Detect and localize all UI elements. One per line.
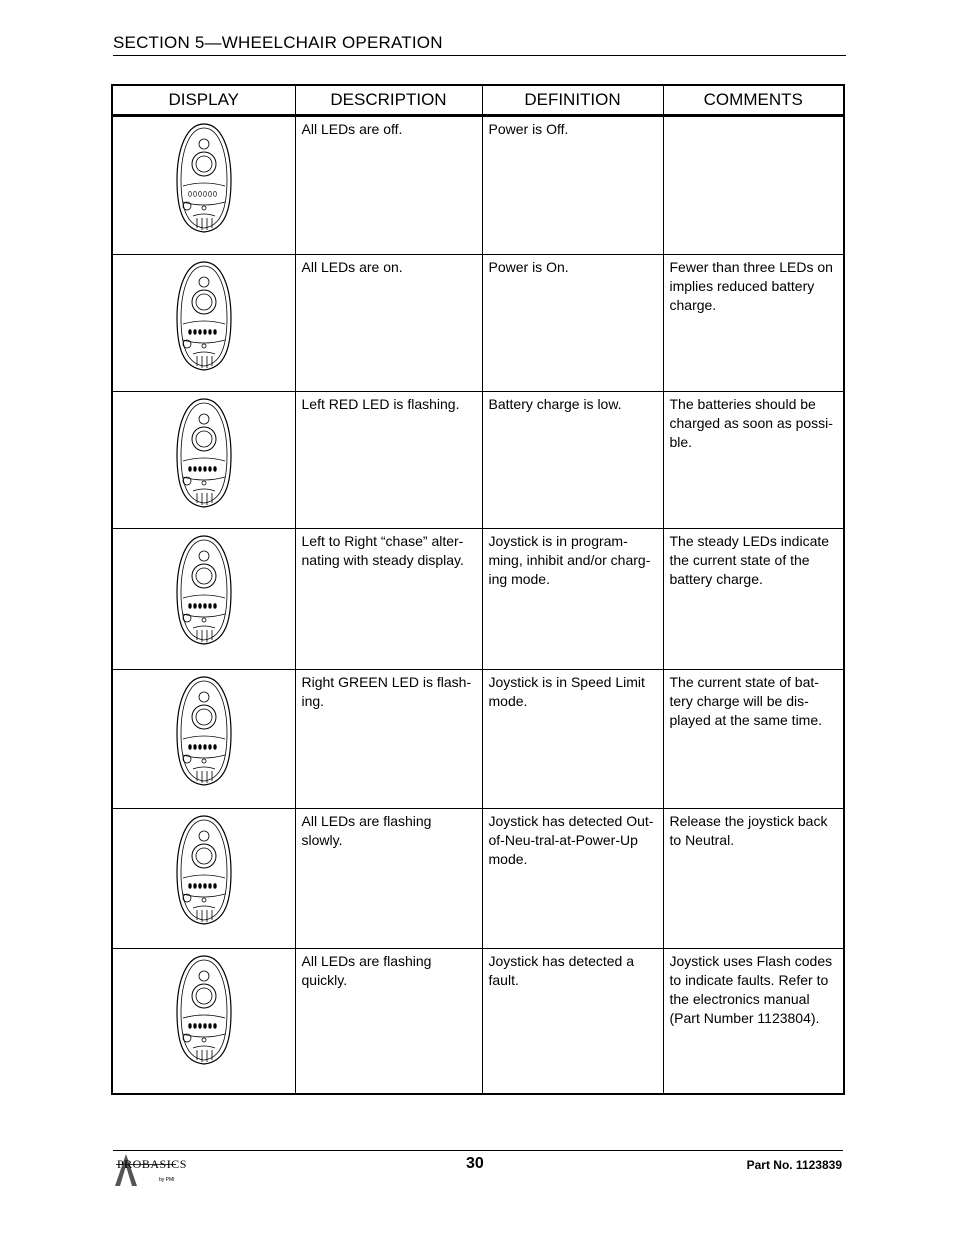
table-row (112, 949, 844, 1094)
comments-cell (663, 116, 844, 255)
description-cell: Left to Right “chase” alter-nating with steady display. (295, 529, 482, 670)
display-cell (112, 809, 295, 949)
definition-cell: Power is Off. (482, 116, 663, 255)
table-row (112, 809, 844, 949)
led-display-table (111, 84, 845, 1095)
table-row (112, 255, 844, 392)
column-header-comments: COMMENTS (663, 85, 844, 116)
probasics-logo (112, 1152, 192, 1188)
joystick-icon (171, 812, 237, 932)
joystick-icon (171, 120, 237, 240)
display-cell (112, 670, 295, 809)
comments-cell: Joystick uses Flash codes to indicate faults. Refer to the electronics manual (Part Number 1123804). (663, 949, 844, 1094)
column-header-display: DISPLAY (112, 85, 295, 116)
header-divider (113, 55, 846, 56)
description-cell: All LEDs are on. (295, 255, 482, 392)
page-number: 30 (466, 1155, 484, 1172)
description-cell: Left RED LED is flashing. (295, 392, 482, 529)
definition-cell: Joystick has detected a fault. (482, 949, 663, 1094)
part-number: Part No. 1123839 (746, 1158, 842, 1172)
footer-divider (113, 1150, 843, 1151)
comments-cell: The current state of bat-tery charge will be dis-played at the same time. (663, 670, 844, 809)
table-row (112, 116, 844, 255)
joystick-icon (171, 532, 237, 652)
description-cell: Right GREEN LED is flash-ing. (295, 670, 482, 809)
joystick-icon (171, 395, 237, 515)
definition-cell: Joystick is in Speed Limit mode. (482, 670, 663, 809)
logo-subtext: by PMI (159, 1177, 175, 1183)
table-row (112, 670, 844, 809)
comments-cell: Fewer than three LEDs on implies reduced battery charge. (663, 255, 844, 392)
definition-cell: Power is On. (482, 255, 663, 392)
section-title: SECTION 5—WHEELCHAIR OPERATION (113, 33, 443, 52)
description-cell: All LEDs are off. (295, 116, 482, 255)
table-row (112, 529, 844, 670)
display-cell (112, 949, 295, 1094)
display-cell (112, 392, 295, 529)
display-cell (112, 255, 295, 392)
definition-cell: Joystick is in program-ming, inhibit and/or charg-ing mode. (482, 529, 663, 670)
table-row (112, 392, 844, 529)
joystick-icon (171, 952, 237, 1072)
comments-cell: The batteries should be charged as soon as possi-ble. (663, 392, 844, 529)
definition-cell: Battery charge is low. (482, 392, 663, 529)
logo-text: PROBASICS (117, 1157, 187, 1171)
definition-cell: Joystick has detected Out-of-Neu-tral-at-Power-Up mode. (482, 809, 663, 949)
description-cell: All LEDs are flashing slowly. (295, 809, 482, 949)
column-header-definition: DEFINITION (482, 85, 663, 116)
table-header-row (112, 85, 844, 116)
display-cell (112, 116, 295, 255)
joystick-icon (171, 673, 237, 793)
description-cell: All LEDs are flashing quickly. (295, 949, 482, 1094)
comments-cell: The steady LEDs indicate the current state of the battery charge. (663, 529, 844, 670)
column-header-description: DESCRIPTION (295, 85, 482, 116)
joystick-icon (171, 258, 237, 378)
comments-cell: Release the joystick back to Neutral. (663, 809, 844, 949)
display-cell (112, 529, 295, 670)
